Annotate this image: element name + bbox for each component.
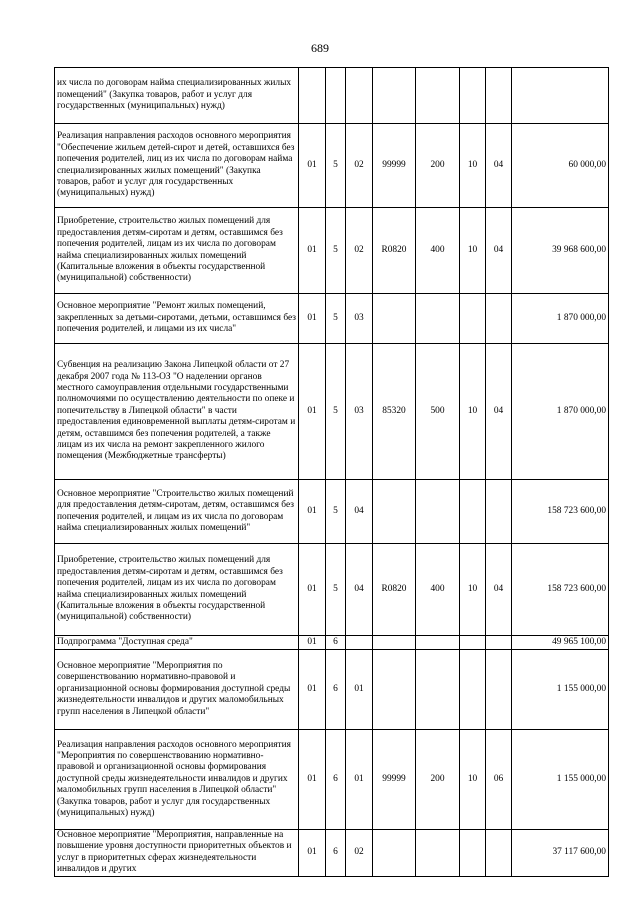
code-cell <box>326 68 346 124</box>
code-cell: 01 <box>299 480 326 544</box>
table-row <box>55 208 609 294</box>
code-cell: 01 <box>299 294 326 344</box>
code-cell: 01 <box>346 730 373 830</box>
code-cell <box>416 480 460 544</box>
code-cell: 10 <box>460 730 486 830</box>
budget-table <box>54 67 609 877</box>
code-cell: 03 <box>346 294 373 344</box>
code-cell <box>486 650 512 730</box>
amount-cell: 37 117 600,00 <box>512 830 609 877</box>
code-cell <box>460 68 486 124</box>
code-cell: 02 <box>346 208 373 294</box>
amount-cell: 39 968 600,00 <box>512 208 609 294</box>
code-cell: 400 <box>416 208 460 294</box>
row-description: Основное мероприятие "Мероприятия, направленные на повышение уровня доступности приоритетных объектов и услуг в приоритетных сферах жизнедеятельности инвалидов и других <box>55 830 299 877</box>
row-description: Субвенция на реализацию Закона Липецкой области от 27 декабря 2007 года № 113-ОЗ "О наделении органов местного самоуправления отдельными государственными полномочиями по осуществлению деятельности по опеке и попечительству в Липецкой области" в части предоставления единовременной выплаты детям-сиротам и детям, оставшимся без попечения родителей, а также лицам из их числа на ремонт закрепленного жилого помещения (Межбюджетные трансферты) <box>55 344 299 480</box>
code-cell: 01 <box>299 124 326 208</box>
code-cell: 04 <box>346 544 373 636</box>
code-cell: 5 <box>326 208 346 294</box>
code-cell: 04 <box>486 344 512 480</box>
code-cell <box>486 830 512 877</box>
code-cell: 10 <box>460 208 486 294</box>
code-cell <box>373 830 416 877</box>
row-description: Основное мероприятие "Строительство жилых помещений для предоставления детям-сиротам, детям, оставшимся без попечения родителей, и лицам из их числа по договорам найма специализированных жилых помещений" <box>55 480 299 544</box>
code-cell <box>416 294 460 344</box>
table-row <box>55 650 609 730</box>
row-description: Подпрограмма "Доступная среда" <box>55 636 299 650</box>
code-cell: 5 <box>326 344 346 480</box>
code-cell <box>299 68 326 124</box>
code-cell: 6 <box>326 636 346 650</box>
row-description: Основное мероприятие "Мероприятия по совершенствованию нормативно-правовой и организационной основы формирования доступной среды жизнедеятельности инвалидов и других маломобильных групп населения в Липецкой области" <box>55 650 299 730</box>
code-cell <box>486 480 512 544</box>
code-cell: 02 <box>346 830 373 877</box>
amount-cell: 1 155 000,00 <box>512 730 609 830</box>
code-cell: 01 <box>299 830 326 877</box>
amount-cell: 49 965 100,00 <box>512 636 609 650</box>
code-cell: 500 <box>416 344 460 480</box>
code-cell: 5 <box>326 480 346 544</box>
table-row <box>55 68 609 124</box>
code-cell <box>346 68 373 124</box>
code-cell <box>486 294 512 344</box>
row-description: их числа по договорам найма специализированных жилых помещений" (Закупка товаров, работ и услуг для государственных (муниципальных) нужд) <box>55 68 299 124</box>
code-cell: 200 <box>416 124 460 208</box>
code-cell <box>416 68 460 124</box>
code-cell <box>460 650 486 730</box>
code-cell <box>486 636 512 650</box>
code-cell <box>346 636 373 650</box>
row-description: Основное мероприятие "Ремонт жилых помещений, закрепленных за детьми-сиротами, детьми, оставшимся без попечения родителей, и лицами из их числа" <box>55 294 299 344</box>
amount-cell: 1 155 000,00 <box>512 650 609 730</box>
amount-cell: 1 870 000,00 <box>512 344 609 480</box>
code-cell: 01 <box>299 730 326 830</box>
code-cell: 04 <box>346 480 373 544</box>
code-cell: 01 <box>299 636 326 650</box>
table-row <box>55 544 609 636</box>
code-cell: 01 <box>299 344 326 480</box>
code-cell: 99999 <box>373 124 416 208</box>
code-cell <box>373 636 416 650</box>
table-row <box>55 636 609 650</box>
row-description: Реализация направления расходов основного мероприятия "Обеспечение жильем детей-сирот и детей, оставшихся без попечения родителей, лиц из их числа по договорам найма специализированных жилых помещений" (Закупка товаров, работ и услуг для государственных (муниципальных) нужд) <box>55 124 299 208</box>
code-cell: R0820 <box>373 544 416 636</box>
code-cell: 03 <box>346 344 373 480</box>
code-cell: 6 <box>326 730 346 830</box>
row-description: Приобретение, строительство жилых помещений для предоставления детям-сиротам и детям, оставшимся без попечения родителей, лицам из их числа по договорам найма специализированных жилых помещений (Капитальные вложения в объекты государственной (муниципальной) собственности) <box>55 208 299 294</box>
code-cell <box>486 68 512 124</box>
table-row <box>55 344 609 480</box>
code-cell: 01 <box>346 650 373 730</box>
code-cell: 01 <box>299 544 326 636</box>
amount-cell: 1 870 000,00 <box>512 294 609 344</box>
code-cell: 85320 <box>373 344 416 480</box>
row-description: Реализация направления расходов основного мероприятия "Мероприятия по совершенствованию нормативно-правовой и организационной основы формирования доступной среды жизнедеятельности инвалидов и других маломобильных групп населения в Липецкой области" (Закупка товаров, работ и услуг для государственных (муниципальных) нужд) <box>55 730 299 830</box>
code-cell: 99999 <box>373 730 416 830</box>
table-row <box>55 830 609 877</box>
code-cell: 6 <box>326 830 346 877</box>
code-cell: 10 <box>460 544 486 636</box>
row-description: Приобретение, строительство жилых помещений для предоставления детям-сиротам и детям, оставшимся без попечения родителей, лицам из их числа по договорам найма специализированных жилых помещений (Капитальные вложения в объекты государственной (муниципальной) собственности) <box>55 544 299 636</box>
table-row <box>55 480 609 544</box>
code-cell: 400 <box>416 544 460 636</box>
amount-cell: 158 723 600,00 <box>512 480 609 544</box>
code-cell <box>460 294 486 344</box>
code-cell: R0820 <box>373 208 416 294</box>
code-cell <box>460 830 486 877</box>
code-cell <box>416 650 460 730</box>
code-cell <box>373 650 416 730</box>
code-cell: 04 <box>486 544 512 636</box>
code-cell <box>373 68 416 124</box>
table-row <box>55 730 609 830</box>
code-cell <box>373 294 416 344</box>
code-cell: 10 <box>460 344 486 480</box>
code-cell: 6 <box>326 650 346 730</box>
amount-cell: 158 723 600,00 <box>512 544 609 636</box>
code-cell <box>373 480 416 544</box>
amount-cell: 60 000,00 <box>512 124 609 208</box>
code-cell <box>460 636 486 650</box>
code-cell: 01 <box>299 208 326 294</box>
code-cell: 02 <box>346 124 373 208</box>
code-cell: 5 <box>326 124 346 208</box>
code-cell: 5 <box>326 294 346 344</box>
table-row <box>55 294 609 344</box>
code-cell: 04 <box>486 208 512 294</box>
code-cell: 06 <box>486 730 512 830</box>
code-cell <box>416 636 460 650</box>
code-cell: 5 <box>326 544 346 636</box>
code-cell: 10 <box>460 124 486 208</box>
table-row <box>55 124 609 208</box>
code-cell: 01 <box>299 650 326 730</box>
code-cell: 200 <box>416 730 460 830</box>
code-cell <box>460 480 486 544</box>
code-cell: 04 <box>486 124 512 208</box>
amount-cell <box>512 68 609 124</box>
page-number: 689 <box>311 41 329 55</box>
code-cell <box>416 830 460 877</box>
